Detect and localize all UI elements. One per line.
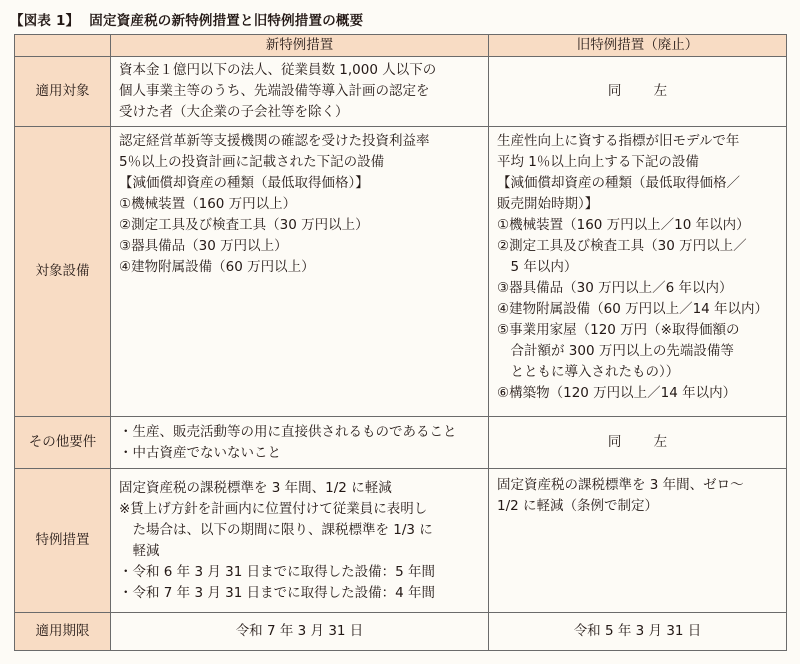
old-cell <box>489 57 787 127</box>
header-row <box>15 35 787 57</box>
figure-label: 【図表 1】 <box>10 13 80 29</box>
cell-line: ・生産、販売活動等の用に直接供されるものであること <box>119 423 457 440</box>
cell-line: ④建物附属設備（60 万円以上／14 年以内） <box>497 301 769 317</box>
cell-line: ②測定工具及び検査工具（30 万円以上／ <box>497 238 747 254</box>
new-cell <box>111 127 489 417</box>
cell-line: ⑥構築物（120 万円以上／14 年以内） <box>497 385 737 401</box>
cell-line: ③器具備品（30 万円以上） <box>119 238 288 254</box>
header-old-measure: 旧特例措置（廃止） <box>489 35 787 57</box>
old-cell: 令和 5 年 3 月 31 日 <box>489 613 787 651</box>
old-cell <box>489 469 787 613</box>
cell-line: 同 左 <box>607 83 682 99</box>
cell-line: とともに導入されたもの）） <box>497 364 680 380</box>
cell-line: ・中古資産でないないこと <box>119 444 281 461</box>
cell-line: 同 左 <box>607 434 682 450</box>
cell-line: 5％以上の投資計画に記載された下記の設備 <box>119 154 385 170</box>
old-cell <box>489 417 787 469</box>
cell-line: 【減価償却資産の種類（最低取得価格）】 <box>119 175 369 191</box>
table-row <box>15 57 787 127</box>
cell-line: ※賃上げ方針を計画内に位置付けて従業員に表明し <box>119 500 428 517</box>
cell-line: 合計額が 300 万円以上の先端設備等 <box>497 343 734 359</box>
old-cell <box>489 127 787 417</box>
cell-line: 販売開始時期）】 <box>497 196 599 212</box>
cell-line: 平均 1％以上向上する下記の設備 <box>497 154 699 170</box>
cell-line: ③器具備品（30 万円以上／6 年以内） <box>497 280 733 296</box>
new-cell <box>111 57 489 127</box>
cell-line: た場合は、以下の期間に限り、課税標準を 1/3 に <box>119 521 433 538</box>
row-label: 適用期限 <box>15 613 111 651</box>
cell-line: 1/2 に軽減（条例で制定） <box>497 498 659 514</box>
row-label: その他要件 <box>15 417 111 469</box>
table-row <box>15 613 787 651</box>
cell-line: 固定資産税の課税標準を 3 年間、ゼロ～ <box>497 477 744 493</box>
cell-line: 個人事業主等のうち、先端設備等導入計画の認定を <box>119 83 430 99</box>
cell-line: ①機械装置（160 万円以上／10 年以内） <box>497 217 750 233</box>
cell-line: ①機械装置（160 万円以上） <box>119 196 297 212</box>
header-new-measure: 新特例措置 <box>111 35 489 57</box>
row-label: 対象設備 <box>15 127 111 417</box>
header-empty-cell <box>15 35 111 57</box>
table-row <box>15 417 787 469</box>
cell-line: 固定資産税の課税標準を 3 年間、1/2 に軽減 <box>119 479 392 496</box>
cell-line: 【減価償却資産の種類（最低取得価格／ <box>497 175 740 191</box>
row-label: 適用対象 <box>15 57 111 127</box>
cell-line: ④建物附属設備（60 万円以上） <box>119 259 315 275</box>
cell-line: 生産性向上に資する指標が旧モデルで年 <box>497 133 740 149</box>
cell-line: 5 年以内） <box>497 259 578 275</box>
new-cell <box>111 469 489 613</box>
cell-line: 資本金１億円以下の法人、従業員数 1,000 人以下の <box>119 62 437 78</box>
cell-line: 認定経営革新等支援機関の確認を受けた投資利益率 <box>119 133 430 149</box>
cell-line: ・令和 6 年 3 月 31 日までに取得した設備：5 年間 <box>119 563 435 580</box>
table-row <box>15 469 787 613</box>
cell-line: 受けた者（大企業の子会社等を除く） <box>119 104 349 120</box>
table-row <box>15 127 787 417</box>
comparison-table <box>14 34 787 651</box>
new-cell: 令和 7 年 3 月 31 日 <box>111 613 489 651</box>
cell-line: 軽減 <box>119 542 160 559</box>
cell-line: ⑤事業用家屋（120 万円（※取得価額の <box>497 322 740 338</box>
new-cell <box>111 417 489 469</box>
row-label: 特例措置 <box>15 469 111 613</box>
figure-title: 固定資産税の新特例措置と旧特例措置の概要 <box>89 13 364 29</box>
cell-line: ②測定工具及び検査工具（30 万円以上） <box>119 217 369 233</box>
figure-caption <box>10 9 363 29</box>
cell-line: ・令和 7 年 3 月 31 日までに取得した設備：4 年間 <box>119 584 435 601</box>
